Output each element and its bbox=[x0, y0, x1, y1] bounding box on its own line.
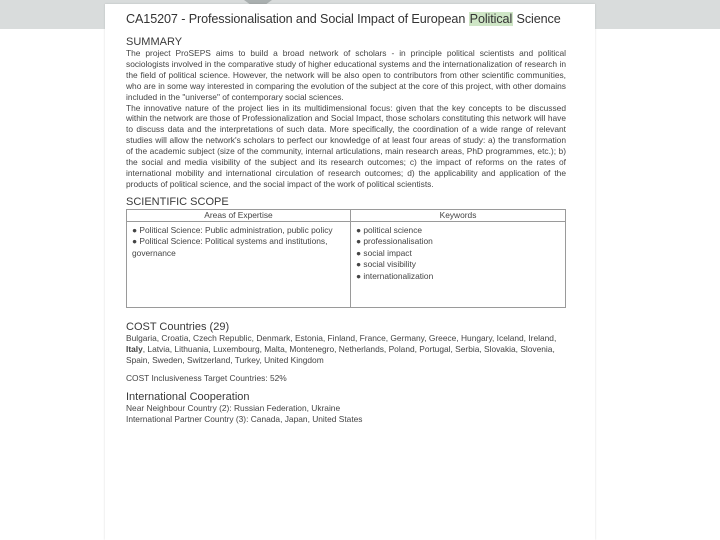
title-text: CA15207 - Professionalisation and Social Impact of European bbox=[126, 12, 469, 26]
cooperation-heading: International Cooperation bbox=[126, 391, 250, 404]
keywords-column-header: Keywords bbox=[351, 209, 566, 221]
countries-text: Bulgaria, Croatia, Czech Republic, Denmark, Estonia, Finland, France, Germany, Greece, Hungary, Iceland, Ireland, bbox=[126, 332, 557, 343]
scope-heading: SCIENTIFIC SCOPE bbox=[126, 195, 229, 208]
keywords-cell bbox=[351, 221, 566, 307]
keyword-item: ● social visibility bbox=[356, 259, 416, 270]
title-text-end: Science bbox=[513, 12, 561, 26]
document-page bbox=[105, 4, 595, 540]
countries-list bbox=[126, 333, 566, 366]
inclusiveness-text: COST Inclusiveness Target Countries: 52% bbox=[126, 372, 287, 383]
expertise-column-header: Areas of Expertise bbox=[127, 209, 351, 221]
document-content bbox=[126, 12, 566, 425]
keyword-item: ● social impact bbox=[356, 247, 412, 258]
summary-paragraph-1: The project ProSEPS aims to build a broad network of scholars - in principle political scientists and political sociologists involved in the comparative study of higher educational systems and the internationalization of research in the field of political science. However, the network will be also open to contributors from other scientific communities, who are in some way interested in comparing the evolution of the subject at the core of this project, with other domains included in the "universe" of contemporary social sciences. bbox=[126, 48, 566, 102]
countries-text-end: , Latvia, Lithuania, Luxembourg, Malta, Montenegro, Netherlands, Poland, Portugal, Serbia, Slovakia, Slovenia, Spain, Sweden, Switzerland, Turkey, United Kingdom bbox=[126, 343, 555, 365]
keyword-item: ● political science bbox=[356, 224, 423, 235]
scope-table bbox=[126, 209, 566, 308]
title-highlight: Political bbox=[469, 12, 513, 26]
keyword-item: ● internationalization bbox=[356, 270, 434, 281]
expertise-item: ● Political Science: Political systems and institutions, governance bbox=[132, 236, 328, 258]
summary-heading: SUMMARY bbox=[126, 36, 183, 48]
expertise-cell bbox=[127, 221, 351, 307]
neighbour-countries: Near Neighbour Country (2): Russian Federation, Ukraine bbox=[126, 403, 341, 414]
expertise-item: ● Political Science: Public administration, public policy bbox=[132, 224, 333, 235]
countries-bold-country: Italy bbox=[126, 343, 143, 354]
action-title bbox=[126, 12, 566, 26]
summary-paragraph-2: The innovative nature of the project lies in its multidimensional focus: given that the key concepts to be discussed within the network are those of Professionalization and Social Impact, those scholars constituting this network will have to discuss data and the interpretations of such data. More specifically, the coordination of a wide range of relevant studies will allow the network's scholars to perfect our knowledge of at least four areas of study: a) the transformation of the academic subject (size of the community, internal articulations, main research areas, PhD programmes, etc.); b) the social and media visibility of the subject and its research outcomes; c) the impact of reforms on the rates of international mobility and international circulation of research outcomes; d) the applicability and application of the products of political science, and the social impact of the work of political scientists. bbox=[126, 102, 566, 189]
partner-countries: International Partner Country (3): Canada, Japan, United States bbox=[126, 414, 363, 425]
keyword-item: ● professionalisation bbox=[356, 236, 433, 247]
countries-heading: COST Countries (29) bbox=[126, 320, 230, 333]
